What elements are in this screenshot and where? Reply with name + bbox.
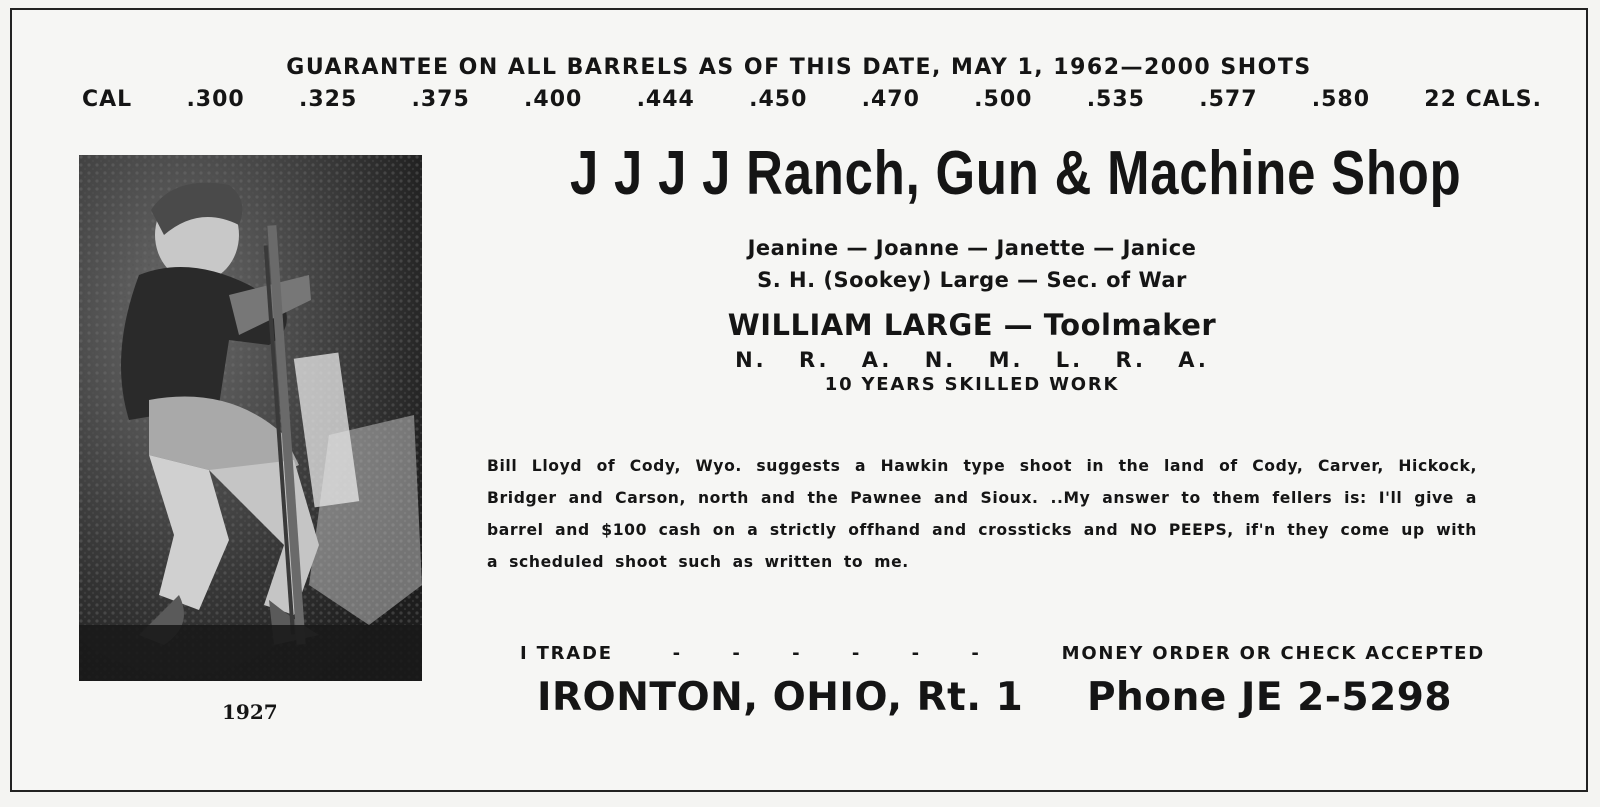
shop-title: J J J J Ranch, Gun & Machine Shop bbox=[570, 139, 1462, 208]
caliber-item: .577 bbox=[1199, 87, 1258, 112]
address: IRONTON, OHIO, Rt. 1 bbox=[537, 675, 1024, 720]
caliber-item: .300 bbox=[186, 87, 245, 112]
caliber-item: .450 bbox=[749, 87, 808, 112]
caliber-item: .375 bbox=[411, 87, 470, 112]
secretary-of-war-line: S. H. (Sookey) Large — Sec. of War bbox=[757, 268, 1187, 292]
challenge-paragraph: Bill Lloyd of Cody, Wyo. suggests a Hawkin type shoot in the land of Cody, Carver, Hickock, Bridger and Carson, north and the Pawnee and Sioux. ..My answer to them fellers is: I'll give a barrel and $100 cash on a strictly offhand and crossticks and NO PEEPS, if'n they come up with a scheduled shoot such as written to me. bbox=[487, 457, 1477, 571]
contact-row bbox=[537, 675, 1452, 720]
caliber-item: .444 bbox=[636, 87, 695, 112]
experience-line: 10 YEARS SKILLED WORK bbox=[824, 374, 1120, 395]
caliber-item: .470 bbox=[861, 87, 920, 112]
caliber-item: 22 CALS. bbox=[1424, 87, 1542, 112]
caliber-row bbox=[82, 87, 1542, 112]
guarantee-heading: GUARANTEE ON ALL BARRELS AS OF THIS DATE, MAY 1, 1962—2000 SHOTS bbox=[286, 55, 1312, 80]
trade-row bbox=[520, 643, 1485, 664]
phone-number: Phone JE 2-5298 bbox=[1086, 675, 1452, 720]
caliber-item: .580 bbox=[1311, 87, 1371, 112]
caliber-item: .325 bbox=[298, 87, 358, 112]
payment-terms: MONEY ORDER OR CHECK ACCEPTED bbox=[1061, 643, 1485, 664]
dot-leader: - - - - - - bbox=[672, 643, 1002, 664]
caliber-item: .500 bbox=[974, 87, 1033, 112]
caliber-label: CAL bbox=[82, 87, 133, 112]
photo-illustration bbox=[79, 155, 422, 681]
caliber-item: .400 bbox=[524, 87, 583, 112]
toolmaker-line: WILLIAM LARGE — Toolmaker bbox=[727, 308, 1217, 342]
family-names: Jeanine — Joanne — Janette — Janice bbox=[747, 236, 1197, 260]
photograph-rifleman bbox=[79, 155, 422, 681]
caliber-item: .535 bbox=[1086, 87, 1145, 112]
advertisement-frame bbox=[10, 8, 1588, 792]
trade-label: I TRADE bbox=[520, 643, 613, 664]
organizations-line: N. R. A. N. M. L. R. A. bbox=[735, 348, 1209, 372]
photo-caption-year: 1927 bbox=[222, 700, 278, 724]
